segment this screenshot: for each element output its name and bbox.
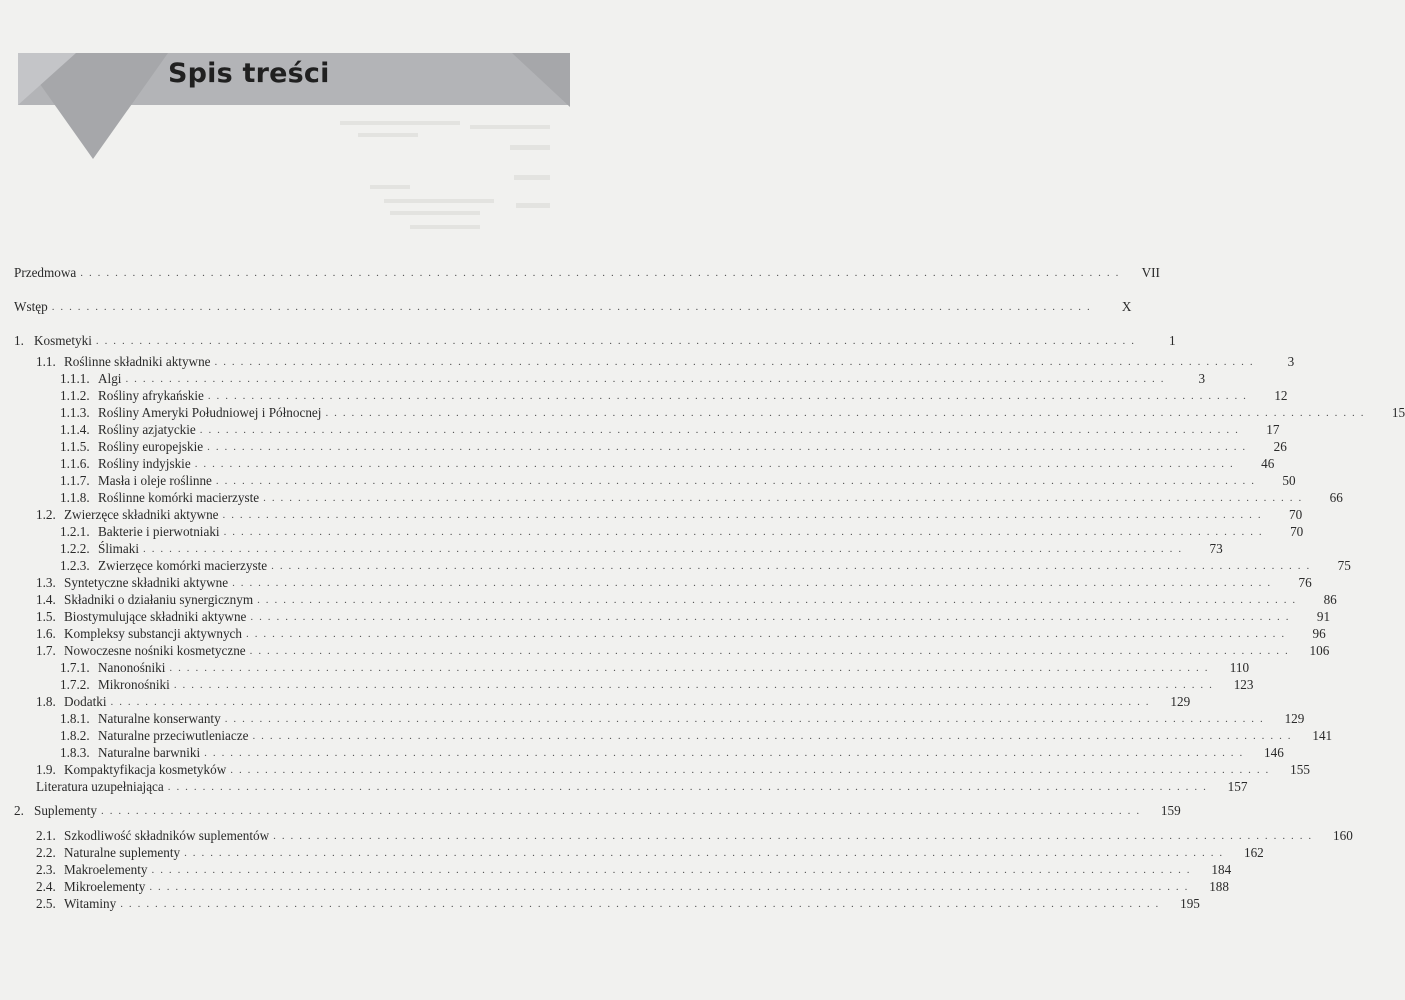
toc-entry-number: 2.1. xyxy=(36,828,56,843)
toc-entry-title: Rośliny azjatyckie xyxy=(98,422,196,437)
toc-entry-dot-leader: . . . . . . . . . . . . . . . . . . . . . . . . . . . . . . . . . . . . . . . . . . . . . . . . . . . . . . . . . . . . . . . . . . . . . . . . . . . . . . . . . . . . . . . . . . . . . . . . . . . . . . . . . . . . . . . . . . . . . . . . xyxy=(184,847,1224,859)
toc-entry-title: Rośliny afrykańskie xyxy=(98,388,204,403)
toc-entry-title: Makroelementy xyxy=(64,862,148,877)
toc-entry-dot-leader: . . . . . . . . . . . . . . . . . . . . . . . . . . . . . . . . . . . . . . . . . . . . . . . . . . . . . . . . . . . . . . . . . . . . . . . . . . . . . . . . . . . . . . . . . . . . . . . . . . . . . . . . . . . . . . . . . . . . . . . . xyxy=(125,373,1166,385)
toc-entry-number: 1.8.2. xyxy=(60,728,90,743)
toc-entry-dot-leader: . . . . . . . . . . . . . . . . . . . . . . . . . . . . . . . . . . . . . . . . . . . . . . . . . . . . . . . . . . . . . . . . . . . . . . . . . . . . . . . . . . . . . . . . . . . . . . . . . . . . . . . . . . . . . . . . . . . . . . . . xyxy=(207,441,1247,453)
toc-entry-page-number: 50 xyxy=(1282,473,1296,488)
toc-entry-page-number: 184 xyxy=(1211,862,1232,877)
toc-entry-title: Nanonośniki xyxy=(98,660,166,675)
toc-entry-title: Nowoczesne nośniki kosmetyczne xyxy=(64,643,246,658)
toc-entry xyxy=(14,331,1176,349)
toc-entry-number: 1.7.2. xyxy=(60,677,90,692)
toc-entry-dot-leader: . . . . . . . . . . . . . . . . . . . . . . . . . . . . . . . . . . . . . . . . . . . . . . . . . . . . . . . . . . . . . . . . . . . . . . . . . . . . . . . . . . . . . . . . . . . . . . . . . . . . . . . . . . . . . . . . . . . . . . . . xyxy=(246,628,1286,640)
toc-entry xyxy=(14,437,1287,455)
toc-entry-title: Naturalne konserwanty xyxy=(98,711,221,726)
toc-entry xyxy=(14,692,1191,710)
header-right-triangle-decoration xyxy=(508,53,570,107)
toc-entry-number: 1.2. xyxy=(36,507,56,522)
toc-entry-dot-leader: . . . . . . . . . . . . . . . . . . . . . . . . . . . . . . . . . . . . . . . . . . . . . . . . . . . . . . . . . . . . . . . . . . . . . . . . . . . . . . . . . . . . . . . . . . . . . . . . . . . . . . . . . . . . . . . . . . . . . . . . xyxy=(143,543,1183,555)
toc-entry-number: 1.1.7. xyxy=(60,473,90,488)
toc-entry xyxy=(14,403,1405,421)
toc-entry-number: 1.1.6. xyxy=(60,456,90,471)
toc-entry-title: Syntetyczne składniki aktywne xyxy=(64,575,229,590)
toc-entry-dot-leader: . . . . . . . . . . . . . . . . . . . . . . . . . . . . . . . . . . . . . . . . . . . . . . . . . . . . . . . . . . . . . . . . . . . . . . . . . . . . . . . . . . . . . . . . . . . . . . . . . . . . . . . . . . . . . . . . . . . . . . . . xyxy=(199,424,1240,436)
toc-entry xyxy=(14,826,1353,844)
toc-entry-dot-leader: . . . . . . . . . . . . . . . . . . . . . . . . . . . . . . . . . . . . . . . . . . . . . . . . . . . . . . . . . . . . . . . . . . . . . . . . . . . . . . . . . . . . . . . . . . . . . . . . . . . . . . . . . . . . . . . . . . . . . . . . xyxy=(230,764,1270,776)
toc-entry-dot-leader: . . . . . . . . . . . . . . . . . . . . . . . . . . . . . . . . . . . . . . . . . . . . . . . . . . . . . . . . . . . . . . . . . . . . . . . . . . . . . . . . . . . . . . . . . . . . . . . . . . . . . . . . . . . . . . . . . . . . . . . . xyxy=(215,475,1256,487)
toc-entry-number: 2. xyxy=(14,803,24,818)
toc-entry xyxy=(14,471,1296,489)
toc-entry-page-number: 91 xyxy=(1316,609,1331,624)
toc-entry-page-number: 162 xyxy=(1243,845,1264,860)
toc-entry-title: Składniki o działaniu synergicznym xyxy=(64,592,254,607)
toc-entry-title: Naturalne przeciwutleniacze xyxy=(98,728,249,743)
toc-entry-number: 1.2.2. xyxy=(60,541,90,556)
toc-entry-title: Naturalne barwniki xyxy=(98,745,201,760)
toc-entry xyxy=(14,539,1223,557)
toc-entry-page-number: 155 xyxy=(1290,762,1310,777)
page-title: Spis treści xyxy=(168,58,330,89)
toc-entry-number: 1.1.3. xyxy=(60,405,90,420)
toc-entry-number: 1.4. xyxy=(36,592,56,607)
toc-entry-number: 1.2.3. xyxy=(60,558,90,573)
toc-entry-page-number: 73 xyxy=(1209,541,1223,556)
toc-entry-dot-leader: . . . . . . . . . . . . . . . . . . . . . . . . . . . . . . . . . . . . . . . . . . . . . . . . . . . . . . . . . . . . . . . . . . . . . . . . . . . . . . . . . . . . . . . . . . . . . . . . . . . . . . . . . . . . . . . . . . . . . . . . xyxy=(149,881,1189,893)
toc-entry-page-number: 75 xyxy=(1337,558,1351,573)
toc-entry-title: Witaminy xyxy=(64,896,117,911)
toc-entry-page-number: 1 xyxy=(1168,333,1176,348)
toc-entry-page-number: 17 xyxy=(1266,422,1280,437)
toc-entry xyxy=(14,556,1351,574)
toc-entry-title: Zwierzęce komórki macierzyste xyxy=(98,558,268,573)
toc-entry-page-number: 146 xyxy=(1264,745,1284,760)
toc-entry-dot-leader: . . . . . . . . . . . . . . . . . . . . . . . . . . . . . . . . . . . . . . . . . . . . . . . . . . . . . . . . . . . . . . . . . . . . . . . . . . . . . . . . . . . . . . . . . . . . . . . . . . . . . . . . . . . . . . . . . . . . . . . . xyxy=(207,390,1248,402)
toc-entry-dot-leader: . . . . . . . . . . . . . . . . . . . . . . . . . . . . . . . . . . . . . . . . . . . . . . . . . . . . . . . . . . . . . . . . . . . . . . . . . . . . . . . . . . . . . . . . . . . . . . . . . . . . . . . . . . . . . . . . . . . . . . . . xyxy=(252,730,1293,742)
toc-entry-number: 1.8.1. xyxy=(60,711,90,726)
toc-entry-title: Mikroelementy xyxy=(64,879,146,894)
toc-entry xyxy=(14,624,1326,642)
toc-entry-title: Roślinne komórki macierzyste xyxy=(98,490,260,505)
toc-entry xyxy=(14,454,1275,472)
toc-entry xyxy=(14,573,1312,591)
header-left-triangle-decoration xyxy=(18,53,168,165)
toc-entry xyxy=(14,488,1343,506)
toc-entry-page-number: 3 xyxy=(1287,354,1295,369)
toc-entry-number: 1.7. xyxy=(36,643,56,658)
toc-entry xyxy=(14,352,1295,370)
toc-entry-dot-leader: . . . . . . . . . . . . . . . . . . . . . . . . . . . . . . . . . . . . . . . . . . . . . . . . . . . . . . . . . . . . . . . . . . . . . . . . . . . . . . . . . . . . . . . . . . . . . . . . . . . . . . . . . . . . . . . . . . . . . . . . xyxy=(249,645,1290,657)
toc-entry-number: 1.2.1. xyxy=(60,524,90,539)
toc-entry-dot-leader: . . . . . . . . . . . . . . . . . . . . . . . . . . . . . . . . . . . . . . . . . . . . . . . . . . . . . . . . . . . . . . . . . . . . . . . . . . . . . . . . . . . . . . . . . . . . . . . . . . . . . . . . . . . . . . . . . . . . . . . . xyxy=(80,267,1120,279)
toc-entry-title: Mikronośniki xyxy=(98,677,170,692)
toc-entry-title: Przedmowa xyxy=(14,265,77,280)
toc-entry-number: 1.9. xyxy=(36,762,56,777)
toc-entry-title: Algi xyxy=(98,371,122,386)
toc-entry-number: 1.7.1. xyxy=(60,660,90,675)
toc-entry-dot-leader: . . . . . . . . . . . . . . . . . . . . . . . . . . . . . . . . . . . . . . . . . . . . . . . . . . . . . . . . . . . . . . . . . . . . . . . . . . . . . . . . . . . . . . . . . . . . . . . . . . . . . . . . . . . . . . . . . . . . . . . . xyxy=(169,662,1210,674)
toc-entry xyxy=(14,658,1250,676)
toc-entry-number: 2.2. xyxy=(36,845,56,860)
toc-entry-page-number: 86 xyxy=(1323,592,1337,607)
toc-entry-title: Rośliny europejskie xyxy=(98,439,204,454)
toc-entry-number: 1.8. xyxy=(36,694,56,709)
toc-entry-page-number: 157 xyxy=(1227,779,1248,794)
toc-entry xyxy=(14,675,1254,693)
toc-entry-dot-leader: . . . . . . . . . . . . . . . . . . . . . . . . . . . . . . . . . . . . . . . . . . . . . . . . . . . . . . . . . . . . . . . . . . . . . . . . . . . . . . . . . . . . . . . . . . . . . . . . . . . . . . . . . . . . . . . . . . . . . . . . xyxy=(214,356,1255,368)
toc-entry-page-number: 26 xyxy=(1273,439,1287,454)
toc-entry-page-number: 15 xyxy=(1391,405,1405,420)
toc-entry-page-number: 46 xyxy=(1261,456,1275,471)
toc-entry-number: 1.8.3. xyxy=(60,745,90,760)
toc-entry xyxy=(14,894,1200,912)
toc-entry xyxy=(14,505,1303,523)
toc-entry-dot-leader: . . . . . . . . . . . . . . . . . . . . . . . . . . . . . . . . . . . . . . . . . . . . . . . . . . . . . . . . . . . . . . . . . . . . . . . . . . . . . . . . . . . . . . . . . . . . . . . . . . . . . . . . . . . . . . . . . . . . . . . . xyxy=(263,492,1303,504)
toc-entry-title: Biostymulujące składniki aktywne xyxy=(64,609,247,624)
toc-entry-number: 1.5. xyxy=(36,609,56,624)
toc-entry-dot-leader: . . . . . . . . . . . . . . . . . . . . . . . . . . . . . . . . . . . . . . . . . . . . . . . . . . . . . . . . . . . . . . . . . . . . . . . . . . . . . . . . . . . . . . . . . . . . . . . . . . . . . . . . . . . . . . . . . . . . . . . . xyxy=(51,301,1092,313)
toc-entry xyxy=(14,297,1132,315)
toc-entry-title: Literatura uzupełniająca xyxy=(36,779,164,794)
toc-entry-page-number: 12 xyxy=(1274,388,1288,403)
toc-entry xyxy=(14,709,1305,727)
toc-entry xyxy=(14,263,1160,281)
toc-entry-number: 2.4. xyxy=(36,879,56,894)
toc-entry-dot-leader: . . . . . . . . . . . . . . . . . . . . . . . . . . . . . . . . . . . . . . . . . . . . . . . . . . . . . . . . . . . . . . . . . . . . . . . . . . . . . . . . . . . . . . . . . . . . . . . . . . . . . . . . . . . . . . . . . . . . . . . . xyxy=(250,611,1291,623)
toc-entry-title: Ślimaki xyxy=(98,541,140,556)
toc-entry-dot-leader: . . . . . . . . . . . . . . . . . . . . . . . . . . . . . . . . . . . . . . . . . . . . . . . . . . . . . . . . . . . . . . . . . . . . . . . . . . . . . . . . . . . . . . . . . . . . . . . . . . . . . . . . . . . . . . . . . . . . . . . . xyxy=(95,335,1136,347)
toc-entry-page-number: 76 xyxy=(1298,575,1312,590)
toc-entry-page-number: X xyxy=(1121,299,1132,314)
toc-entry-number: 1.1.4. xyxy=(60,422,90,437)
toc-entry-page-number: 3 xyxy=(1198,371,1206,386)
toc-entry-dot-leader: . . . . . . . . . . . . . . . . . . . . . . . . . . . . . . . . . . . . . . . . . . . . . . . . . . . . . . . . . . . . . . . . . . . . . . . . . . . . . . . . . . . . . . . . . . . . . . . . . . . . . . . . . . . . . . . . . . . . . . . . xyxy=(120,898,1160,910)
toc-entry-number: 1. xyxy=(14,333,24,348)
toc-entry-title: Zwierzęce składniki aktywne xyxy=(64,507,219,522)
toc-entry-dot-leader: . . . . . . . . . . . . . . . . . . . . . . . . . . . . . . . . . . . . . . . . . . . . . . . . . . . . . . . . . . . . . . . . . . . . . . . . . . . . . . . . . . . . . . . . . . . . . . . . . . . . . . . . . . . . . . . . . . . . . . . . xyxy=(273,830,1313,842)
toc-entry-dot-leader: . . . . . . . . . . . . . . . . . . . . . . . . . . . . . . . . . . . . . . . . . . . . . . . . . . . . . . . . . . . . . . . . . . . . . . . . . . . . . . . . . . . . . . . . . . . . . . . . . . . . . . . . . . . . . . . . . . . . . . . . xyxy=(194,458,1235,470)
toc-entry-dot-leader: . . . . . . . . . . . . . . . . . . . . . . . . . . . . . . . . . . . . . . . . . . . . . . . . . . . . . . . . . . . . . . . . . . . . . . . . . . . . . . . . . . . . . . . . . . . . . . . . . . . . . . . . . . . . . . . . . . . . . . . . xyxy=(204,747,1244,759)
toc-entry-dot-leader: . . . . . . . . . . . . . . . . . . . . . . . . . . . . . . . . . . . . . . . . . . . . . . . . . . . . . . . . . . . . . . . . . . . . . . . . . . . . . . . . . . . . . . . . . . . . . . . . . . . . . . . . . . . . . . . . . . . . . . . . xyxy=(101,805,1141,817)
toc-entry xyxy=(14,760,1310,778)
toc-entry xyxy=(14,369,1206,387)
toc-entry-number: 1.1.2. xyxy=(60,388,90,403)
toc-entry-title: Kosmetyki xyxy=(34,333,92,348)
toc-entry-page-number: 159 xyxy=(1160,803,1181,818)
toc-entry-title: Szkodliwość składników suplementów xyxy=(64,828,270,843)
toc-entry-page-number: 129 xyxy=(1170,694,1191,709)
toc-entry-title: Bakterie i pierwotniaki xyxy=(98,524,220,539)
toc-entry-number: 1.1.8. xyxy=(60,490,90,505)
toc-entry xyxy=(14,777,1248,795)
toc-entry-dot-leader: . . . . . . . . . . . . . . . . . . . . . . . . . . . . . . . . . . . . . . . . . . . . . . . . . . . . . . . . . . . . . . . . . . . . . . . . . . . . . . . . . . . . . . . . . . . . . . . . . . . . . . . . . . . . . . . . . . . . . . . . xyxy=(151,864,1192,876)
toc-entry xyxy=(14,877,1229,895)
toc-entry-page-number: 188 xyxy=(1209,879,1229,894)
toc-entry-title: Kompleksy substancji aktywnych xyxy=(64,626,243,641)
toc-entry-number: 2.5. xyxy=(36,896,56,911)
toc-entry-dot-leader: . . . . . . . . . . . . . . . . . . . . . . . . . . . . . . . . . . . . . . . . . . . . . . . . . . . . . . . . . . . . . . . . . . . . . . . . . . . . . . . . . . . . . . . . . . . . . . . . . . . . . . . . . . . . . . . . . . . . . . . . xyxy=(325,407,1366,419)
toc-entry-title: Masła i oleje roślinne xyxy=(98,473,212,488)
toc-entry xyxy=(14,743,1284,761)
toc-entry-page-number: 96 xyxy=(1312,626,1326,641)
toc-entry xyxy=(14,590,1337,608)
toc-entry-page-number: 123 xyxy=(1233,677,1254,692)
toc-entry-number: 2.3. xyxy=(36,862,56,877)
toc-entry xyxy=(14,801,1181,819)
toc-entry-title: Rośliny Ameryki Południowej i Północnej xyxy=(98,405,322,420)
toc-entry xyxy=(14,607,1331,625)
toc-entry xyxy=(14,726,1333,744)
toc-entry-number: 1.6. xyxy=(36,626,56,641)
toc-entry-page-number: 129 xyxy=(1284,711,1305,726)
toc-entry-dot-leader: . . . . . . . . . . . . . . . . . . . . . . . . . . . . . . . . . . . . . . . . . . . . . . . . . . . . . . . . . . . . . . . . . . . . . . . . . . . . . . . . . . . . . . . . . . . . . . . . . . . . . . . . . . . . . . . . . . . . . . . . xyxy=(110,696,1151,708)
toc-entry xyxy=(14,860,1232,878)
toc-entry-number: 1.1. xyxy=(36,354,56,369)
toc-entry-page-number: 110 xyxy=(1229,660,1250,675)
toc-entry-title: Roślinne składniki aktywne xyxy=(64,354,211,369)
toc-entry-title: Suplementy xyxy=(34,803,98,818)
toc-entry-dot-leader: . . . . . . . . . . . . . . . . . . . . . . . . . . . . . . . . . . . . . . . . . . . . . . . . . . . . . . . . . . . . . . . . . . . . . . . . . . . . . . . . . . . . . . . . . . . . . . . . . . . . . . . . . . . . . . . . . . . . . . . . xyxy=(173,679,1214,691)
toc-entry-page-number: 106 xyxy=(1309,643,1330,658)
toc-entry-number: 1.1.1. xyxy=(60,371,90,386)
toc-entry-title: Kompaktyfikacja kosmetyków xyxy=(64,762,227,777)
toc-entry-page-number: 141 xyxy=(1312,728,1333,743)
toc-entry-dot-leader: . . . . . . . . . . . . . . . . . . . . . . . . . . . . . . . . . . . . . . . . . . . . . . . . . . . . . . . . . . . . . . . . . . . . . . . . . . . . . . . . . . . . . . . . . . . . . . . . . . . . . . . . . . . . . . . . . . . . . . . . xyxy=(222,509,1263,521)
bleed-through-texture xyxy=(300,115,560,265)
toc-entry-page-number: VII xyxy=(1141,265,1160,280)
toc-entry-number: 1.3. xyxy=(36,575,56,590)
toc-entry-title: Rośliny indyjskie xyxy=(98,456,191,471)
toc-entry-dot-leader: . . . . . . . . . . . . . . . . . . . . . . . . . . . . . . . . . . . . . . . . . . . . . . . . . . . . . . . . . . . . . . . . . . . . . . . . . . . . . . . . . . . . . . . . . . . . . . . . . . . . . . . . . . . . . . . . . . . . . . . . xyxy=(224,713,1265,725)
toc-entry-page-number: 66 xyxy=(1329,490,1343,505)
toc-entry-number: 1.1.5. xyxy=(60,439,90,454)
toc-entry-page-number: 70 xyxy=(1290,524,1304,539)
toc-entry-title: Naturalne suplementy xyxy=(64,845,181,860)
toc-entry-title: Wstęp xyxy=(14,299,48,314)
toc-entry xyxy=(14,386,1288,404)
toc-entry-dot-leader: . . . . . . . . . . . . . . . . . . . . . . . . . . . . . . . . . . . . . . . . . . . . . . . . . . . . . . . . . . . . . . . . . . . . . . . . . . . . . . . . . . . . . . . . . . . . . . . . . . . . . . . . . . . . . . . . . . . . . . . . xyxy=(257,594,1297,606)
toc-entry-dot-leader: . . . . . . . . . . . . . . . . . . . . . . . . . . . . . . . . . . . . . . . . . . . . . . . . . . . . . . . . . . . . . . . . . . . . . . . . . . . . . . . . . . . . . . . . . . . . . . . . . . . . . . . . . . . . . . . . . . . . . . . . xyxy=(271,560,1311,572)
toc-entry-page-number: 195 xyxy=(1180,896,1200,911)
toc-entry xyxy=(14,522,1304,540)
toc-entry-page-number: 70 xyxy=(1289,507,1303,522)
toc-entry-title: Dodatki xyxy=(64,694,107,709)
toc-entry xyxy=(14,843,1264,861)
toc-entry-page-number: 160 xyxy=(1333,828,1353,843)
toc-entry-dot-leader: . . . . . . . . . . . . . . . . . . . . . . . . . . . . . . . . . . . . . . . . . . . . . . . . . . . . . . . . . . . . . . . . . . . . . . . . . . . . . . . . . . . . . . . . . . . . . . . . . . . . . . . . . . . . . . . . . . . . . . . . xyxy=(232,577,1272,589)
toc-entry xyxy=(14,420,1280,438)
toc-entry-dot-leader: . . . . . . . . . . . . . . . . . . . . . . . . . . . . . . . . . . . . . . . . . . . . . . . . . . . . . . . . . . . . . . . . . . . . . . . . . . . . . . . . . . . . . . . . . . . . . . . . . . . . . . . . . . . . . . . . . . . . . . . . xyxy=(223,526,1264,538)
toc-entry xyxy=(14,641,1330,659)
toc-entry-dot-leader: . . . . . . . . . . . . . . . . . . . . . . . . . . . . . . . . . . . . . . . . . . . . . . . . . . . . . . . . . . . . . . . . . . . . . . . . . . . . . . . . . . . . . . . . . . . . . . . . . . . . . . . . . . . . . . . . . . . . . . . . xyxy=(167,781,1208,793)
